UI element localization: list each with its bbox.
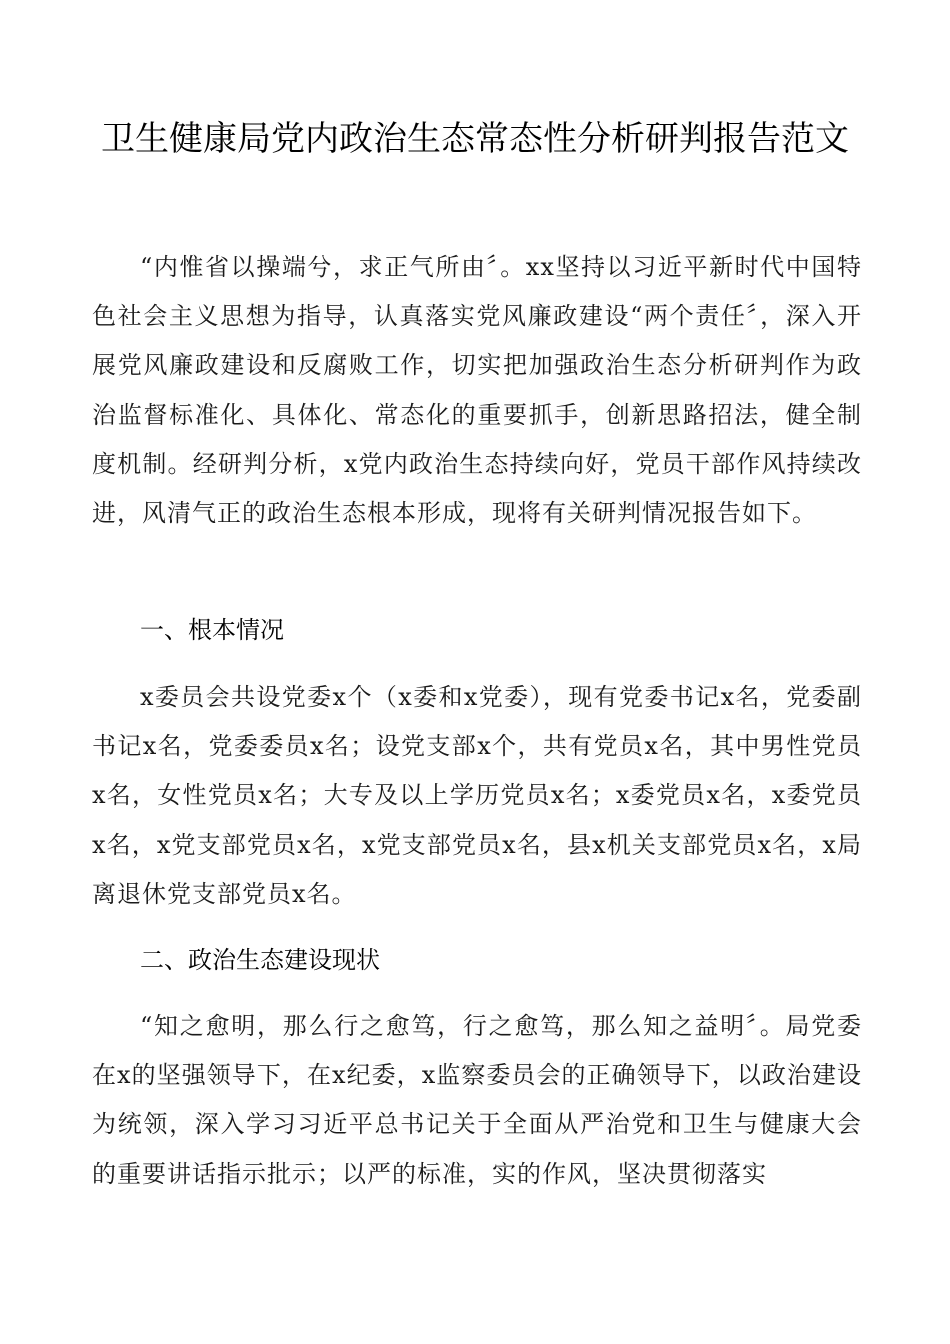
status-paragraph: “知之愈明，那么行之愈笃，行之愈笃，那么知之益明〞。局党委在x的坚强领导下，在x纪委，x监察委员会的正确领导下，以政治建设为统领，深入学习习近平总书记关于全面从严治党和卫生与健康大会的重要讲话指示批示；以严的标准，实的作风，坚决贯彻落实 — [92, 1012, 862, 1188]
basic-info-paragraph: x委员会共设党委x个（x委和x党委），现有党委书记x名，党委副书记x名，党委委员x名；设党支部x个，共有党员x名，其中男性党员x名，女性党员x名；大专及以上学历党员x名；x委党员x名，x委党员x名，x党支部党员x名，x党支部党员x名，县x机关支部党员x名，x局离退休党支部党员x名。 — [92, 683, 862, 908]
document-title: 卫生健康局党内政治生态常态性分析研判报告范文 — [101, 119, 849, 159]
section-heading-basic: 一、根本情况 — [140, 616, 284, 644]
section-heading-status: 二、政治生态建设现状 — [140, 946, 380, 974]
intro-paragraph: “内惟省以操端兮，求正气所由〞。xx坚持以习近平新时代中国特色社会主义思想为指导，认真落实党风廉政建设“两个责任〞，深入开展党风廉政建设和反腐败工作，切实把加强政治生态分析研判作为政治监督标准化、具体化、常态化的重要抓手，创新思路招法，健全制度机制。经研判分析，x党内政治生态持续向好，党员干部作风持续改进，风清气正的政治生态根本形成，现将有关研判情况报告如下。 — [92, 253, 862, 528]
